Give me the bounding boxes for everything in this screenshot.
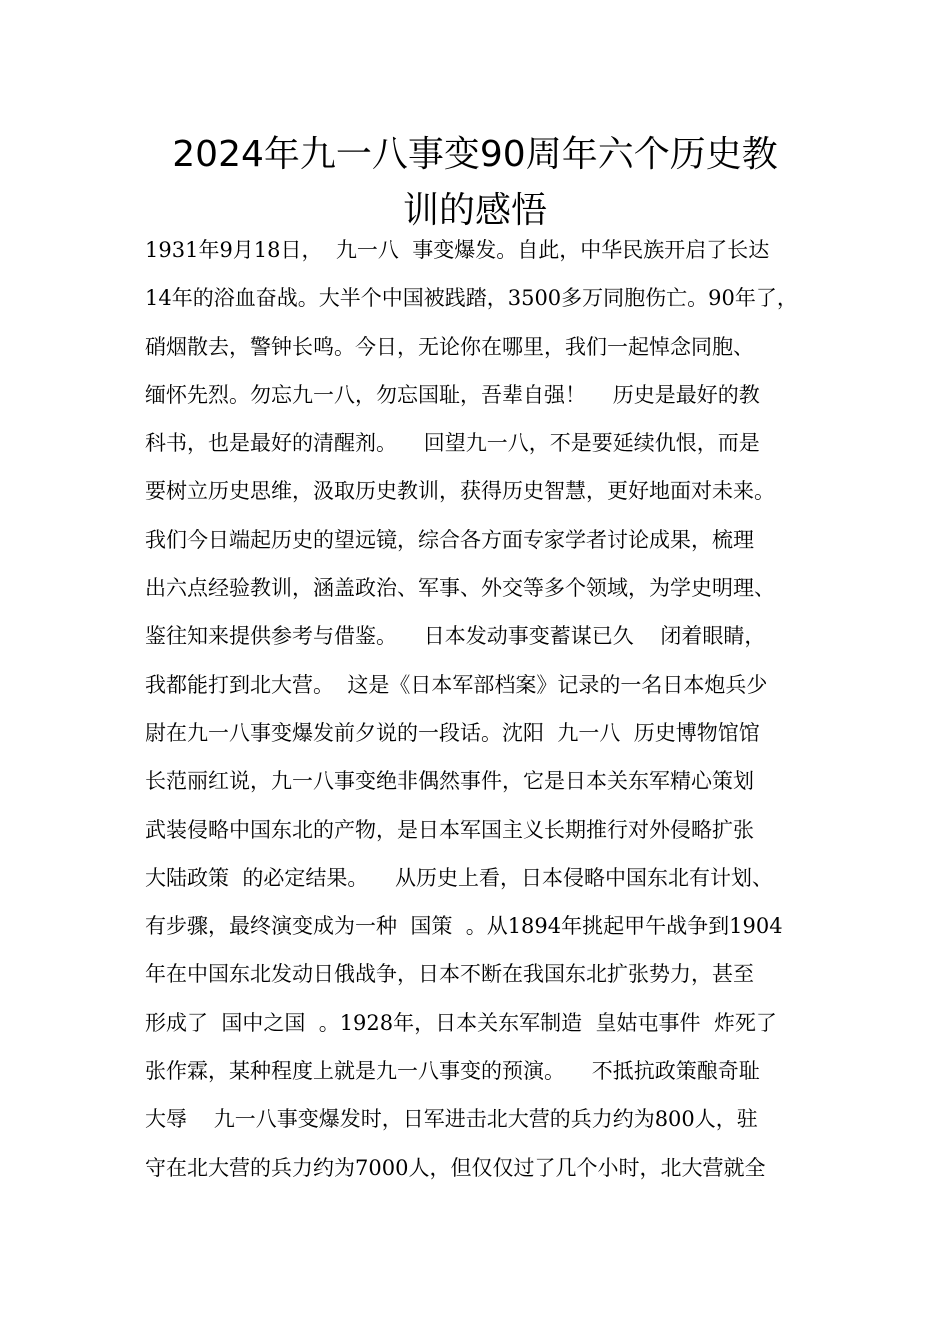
body-line: 鉴往知来提供参考与借鉴。 日本发动事变蓄谋已久 闭着眼睛，	[145, 624, 766, 649]
body-line: 硝烟散去，警钟长鸣。今日，无论你在哪里，我们一起悼念同胞、	[145, 334, 754, 359]
document-title-line-2: 训的感悟	[402, 190, 547, 231]
body-line: 我们今日端起历史的望远镜，综合各方面专家学者讨论成果，梳理	[145, 527, 754, 552]
body-line: 出六点经验教训，涵盖政治、军事、外交等多个领域，为学史明理、	[145, 576, 775, 601]
body-line: 缅怀先烈。勿忘九一八，勿忘国耻，吾辈自强！ 历史是最好的教	[145, 382, 760, 407]
body-line: 武装侵略中国东北的产物，是日本军国主义长期推行对外侵略扩张	[145, 817, 754, 842]
body-line: 1931年9月18日， 九一八 事变爆发。自此，中华民族开启了长达	[145, 238, 770, 262]
body-line: 14年的浴血奋战。大半个中国被践踏，3500多万同胞伤亡。90年了，	[145, 286, 798, 311]
body-line: 年在中国东北发动日俄战争，日本不断在我国东北扩张势力，甚至	[145, 962, 754, 987]
body-line: 形成了 国中之国 。1928年，日本关东军制造 皇姑屯事件 炸死了	[145, 1010, 777, 1035]
body-line: 大辱 九一八事变爆发时，日军进击北大营的兵力约为800人，驻	[145, 1107, 758, 1132]
body-line: 守在北大营的兵力约为7000人，但仅仅过了几个小时，北大营就全	[145, 1155, 766, 1180]
body-line: 尉在九一八事变爆发前夕说的一段话。沈阳 九一八 历史博物馆馆	[145, 720, 760, 745]
document-title-line-1: 2024年九一八事变90周年六个历史教	[172, 134, 778, 175]
body-line: 长范丽红说，九一八事变绝非偶然事件，它是日本关东军精心策划	[145, 769, 754, 794]
body-line: 要树立历史思维，汲取历史教训，获得历史智慧，更好地面对未来。	[145, 479, 775, 504]
body-line: 有步骤，最终演变成为一种 国策 。从1894年挑起甲午战争到1904	[145, 914, 783, 939]
body-line: 我都能打到北大营。 这是《日本军部档案》记录的一名日本炮兵少	[145, 672, 768, 697]
body-line: 科书，也是最好的清醒剂。 回望九一八，不是要延续仇恨，而是	[145, 431, 760, 456]
document-body	[145, 226, 845, 1192]
body-line: 大陆政策 的必定结果。 从历史上看，日本侵略中国东北有计划、	[145, 865, 774, 890]
body-line: 张作霖，某种程度上就是九一八事变的预演。 不抵抗政策酿奇耻	[145, 1059, 760, 1084]
